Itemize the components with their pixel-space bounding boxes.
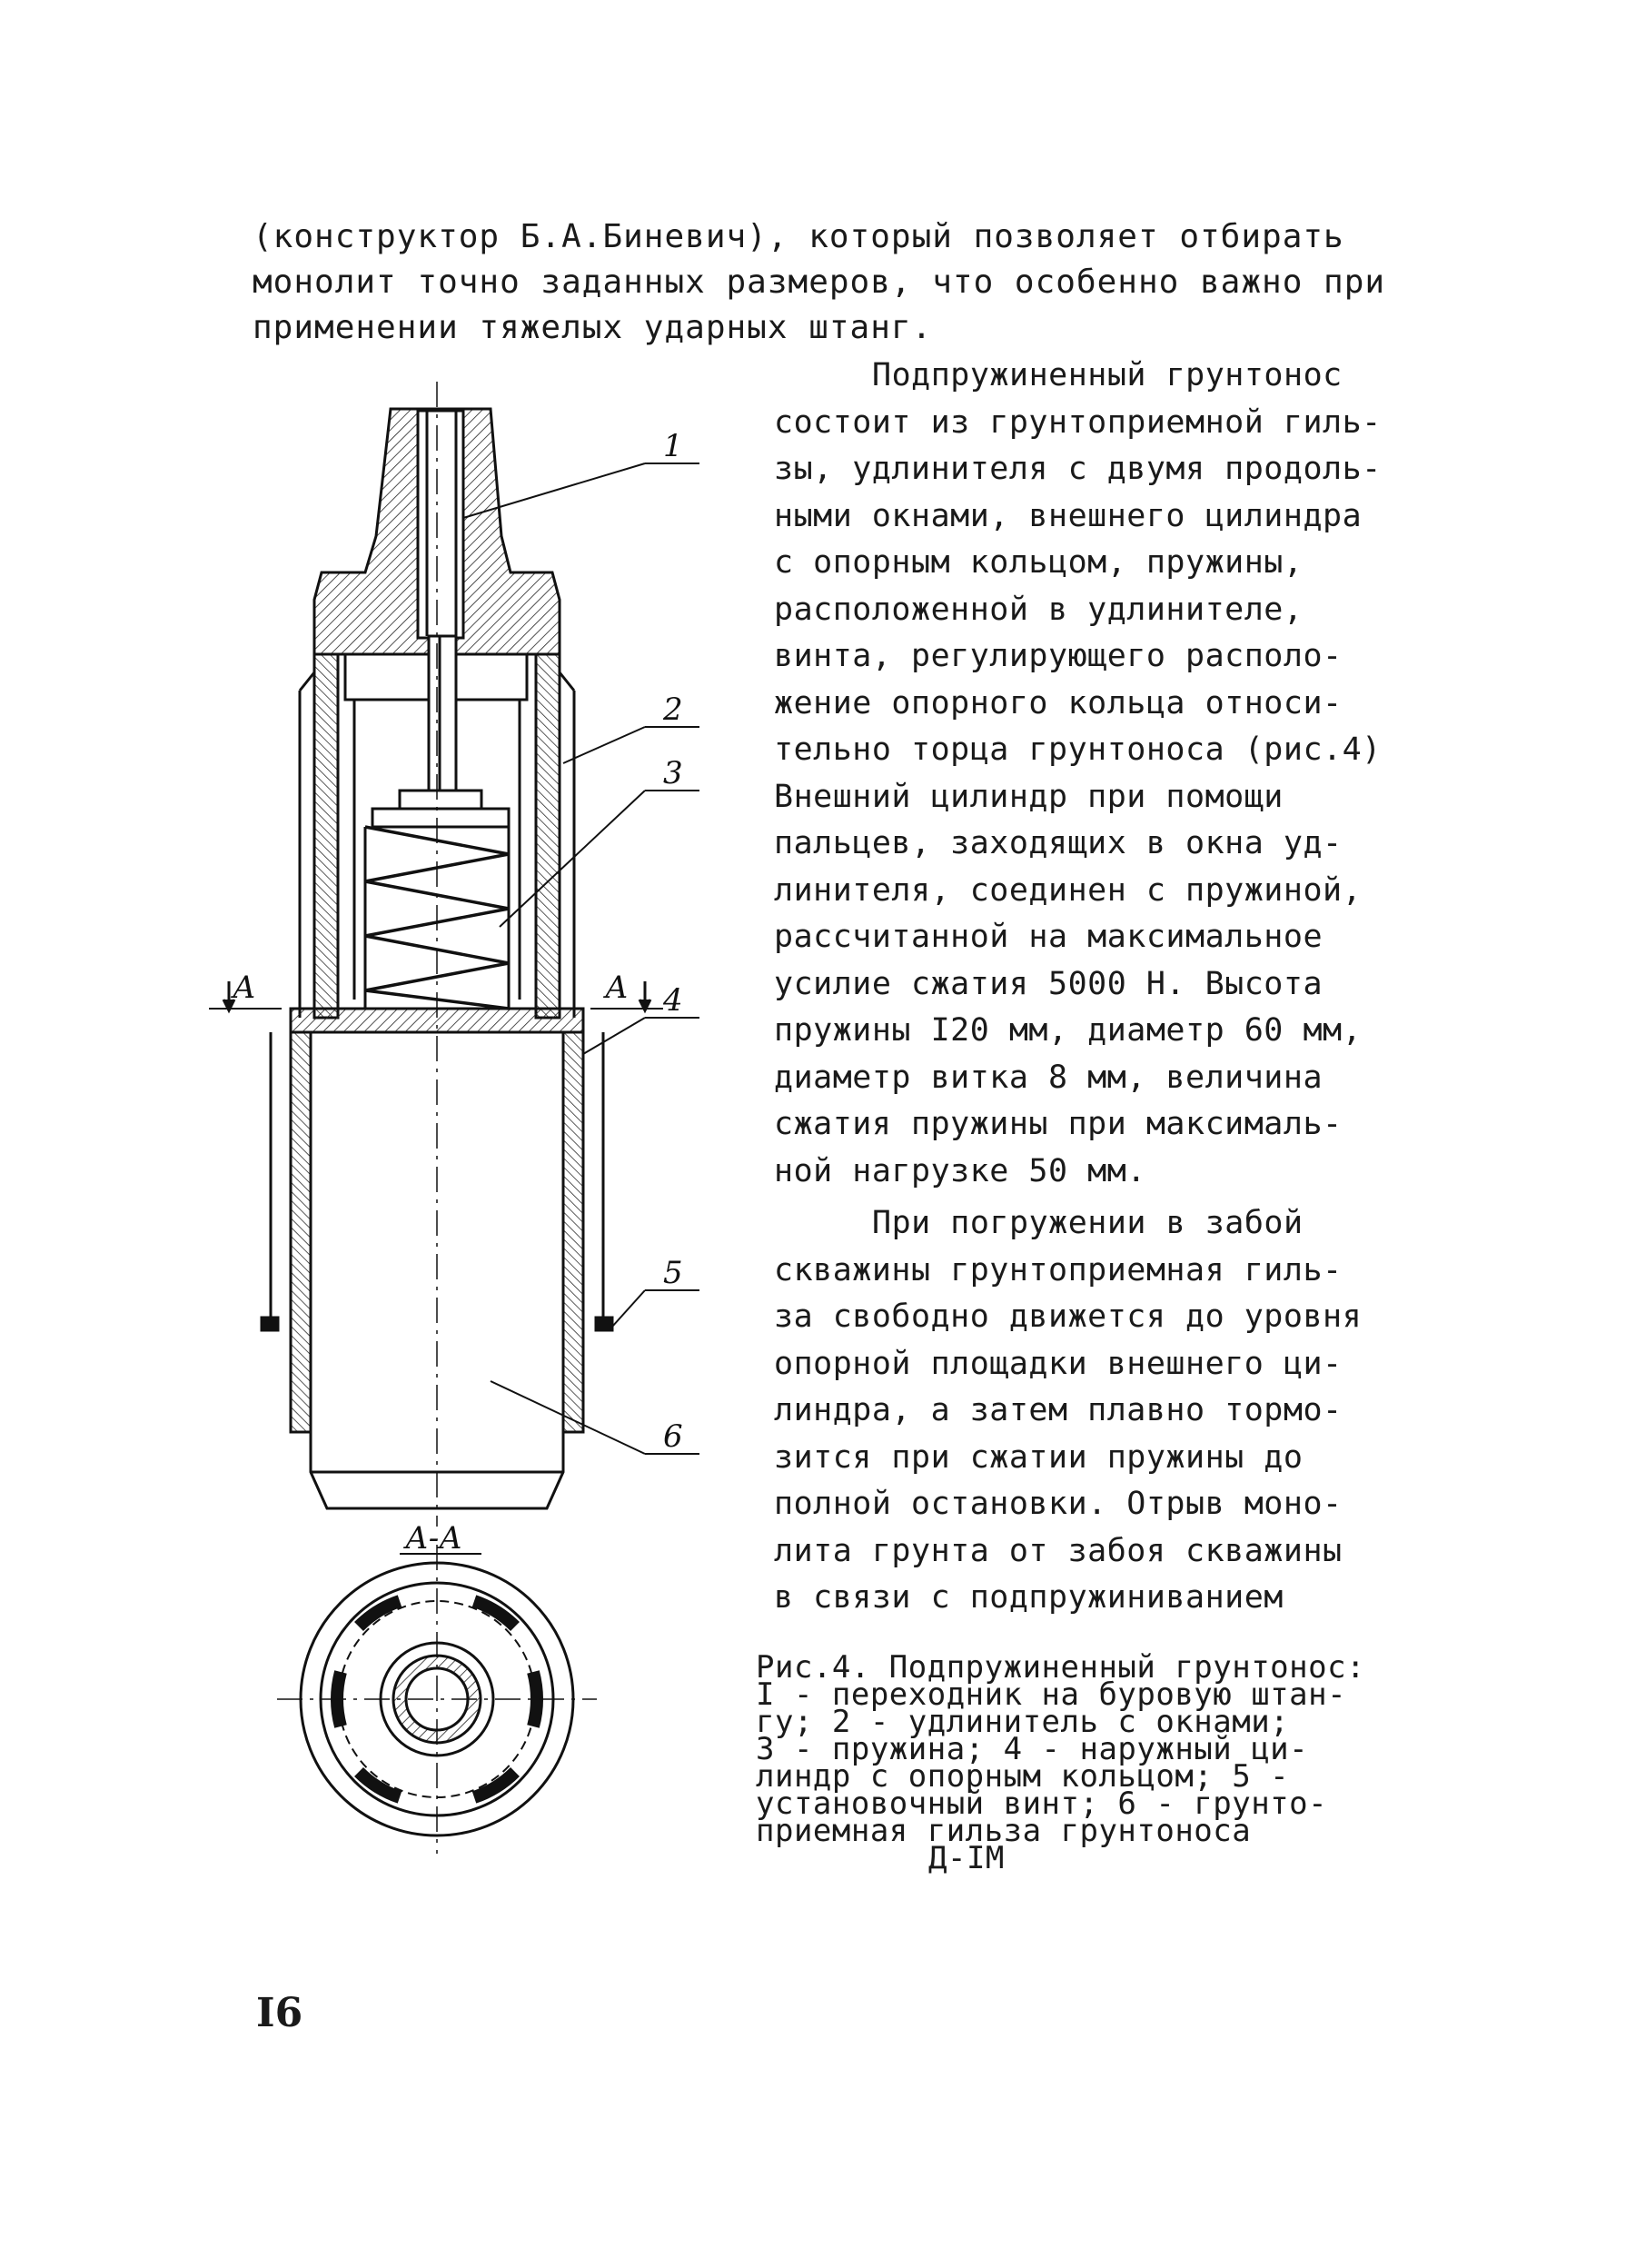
text-line: опорной площадки внешнего ци- [774, 1345, 1343, 1382]
label-6: 6 [663, 1418, 683, 1455]
label-2: 2 [663, 691, 683, 728]
text-line: Внешний цилиндр при помощи [774, 778, 1284, 815]
text-line: зы, удлинителя с двумя продоль- [774, 451, 1382, 487]
text-line: в связи с подпружиниванием [774, 1579, 1284, 1616]
text-line: ными окнами, внешнего цилиндра [774, 497, 1363, 534]
text-line: состоит из грунтоприемной гиль- [774, 403, 1382, 441]
text-line: линителя, соединен с пружиной, [774, 871, 1363, 909]
text-line: пальцев, заходящих в окна уд- [774, 825, 1343, 861]
section-title: А-А [405, 1520, 462, 1557]
text-line: При погружении в забой [872, 1205, 1304, 1241]
text-line: монолит точно заданных размеров, что особенно важно при [253, 264, 1386, 301]
text-line: лита грунта от забоя скважины [774, 1532, 1343, 1569]
text-line: скважины грунтоприемная гиль- [774, 1251, 1343, 1288]
caption-model: Д-IМ [928, 1840, 1005, 1876]
figure-caption [756, 1649, 1446, 1876]
caption-line: гу; 2 - удлинитель с окнами; [756, 1704, 1290, 1740]
text-line: сжатия пружины при максималь- [774, 1106, 1343, 1142]
text-line: усилие сжатия 5000 Н. Высота [774, 965, 1324, 1002]
section-mark-left: А [233, 970, 256, 1006]
caption-line: линдр с опорным кольцом; 5 - [756, 1758, 1290, 1795]
text-line: жение опорного кольца относи- [774, 684, 1343, 721]
caption-line: 3 - пружина; 4 - наружный ци- [756, 1731, 1309, 1767]
text-line: полной остановки. Отрыв моно- [774, 1486, 1343, 1522]
page-number: I6 [256, 1990, 303, 2036]
label-3: 3 [663, 755, 683, 791]
text-line: применении тяжелых ударных штанг. [253, 309, 933, 346]
label-1: 1 [663, 428, 683, 464]
label-5: 5 [663, 1255, 683, 1291]
text-line: Подпружиненный грунтонос [872, 357, 1343, 393]
caption-line: Рис.4. Подпружиненный грунтонос: [756, 1649, 1366, 1686]
text-line: винта, регулирующего располо- [774, 638, 1343, 674]
section-mark-right: А [605, 970, 629, 1006]
text-line: пружины I20 мм, диаметр 60 мм, [774, 1012, 1363, 1049]
caption-line: приемная гильза грунтоноса [756, 1813, 1252, 1849]
caption-line: установочный винт; 6 - грунто- [756, 1786, 1328, 1822]
intro-paragraph [253, 214, 1397, 351]
text-line: линдра, а затем плавно тормо- [774, 1392, 1343, 1428]
text-line: с опорным кольцом, пружины, [774, 544, 1304, 581]
caption-line: I - переходник на буровую штан- [756, 1676, 1347, 1713]
text-line: ной нагрузке 50 мм. [774, 1152, 1146, 1189]
right-column-text [774, 353, 1428, 1622]
soil-sampler-drawing [233, 382, 736, 1872]
text-line: расположенной в удлинителе, [774, 591, 1304, 628]
text-line: диаметр витка 8 мм, величина [774, 1059, 1324, 1096]
label-4: 4 [663, 982, 683, 1019]
text-line: тельно торца грунтоноса (рис.4) [774, 731, 1382, 768]
text-line: за свободно движется до уровня [774, 1298, 1363, 1335]
text-line: (конструктор Б.А.Биневич), который позволяет отбирать [253, 218, 1344, 255]
text-line: рассчитанной на максимальное [774, 919, 1324, 955]
text-line: зится при сжатии пружины до [774, 1438, 1304, 1476]
